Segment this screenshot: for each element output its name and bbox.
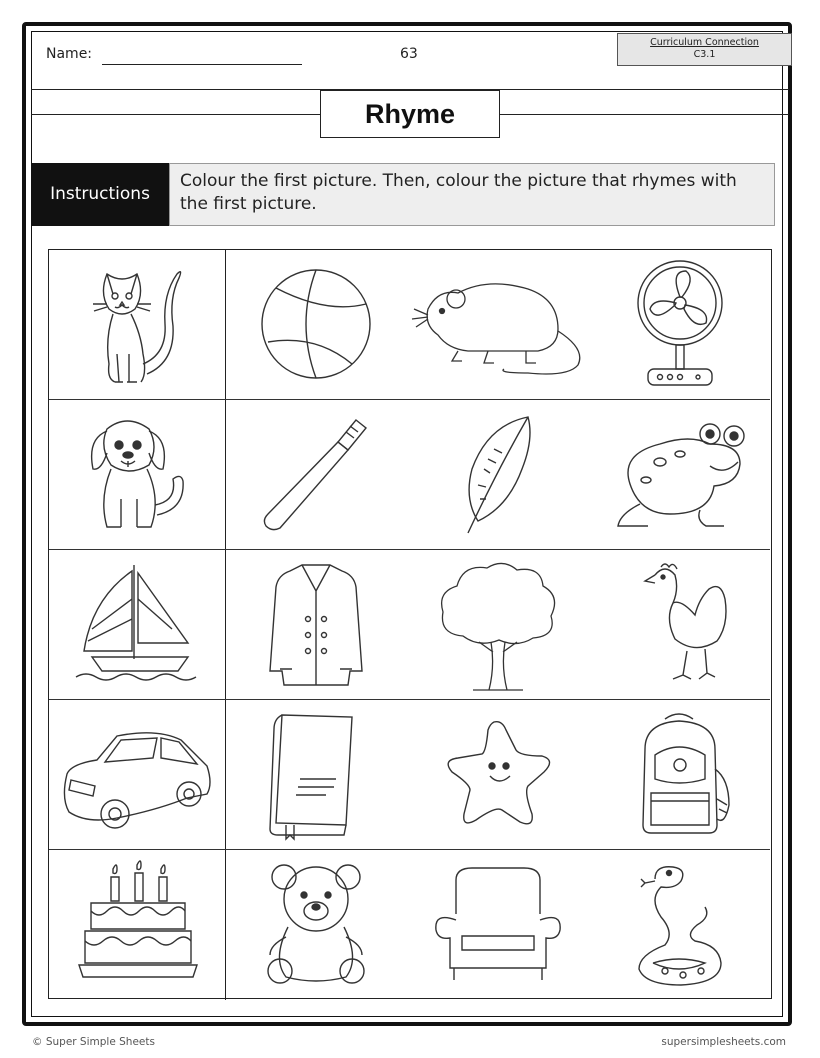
car-icon[interactable] — [49, 700, 225, 848]
table-row — [49, 700, 770, 850]
dog-icon[interactable] — [49, 400, 225, 548]
armchair-icon[interactable] — [407, 850, 589, 998]
ball-icon[interactable] — [225, 250, 407, 398]
website-link[interactable]: supersimplesheets.com — [661, 1036, 786, 1048]
name-label: Name: — [46, 46, 93, 62]
cat-icon[interactable] — [49, 250, 225, 398]
backpack-icon[interactable] — [589, 700, 770, 848]
instructions-label: Instructions — [31, 163, 169, 226]
table-row — [49, 850, 770, 1000]
cricket-bat-icon[interactable] — [225, 400, 407, 548]
cake-icon[interactable] — [49, 850, 225, 998]
star-icon[interactable] — [407, 700, 589, 848]
curriculum-code: C3.1 — [693, 49, 716, 60]
table-row — [49, 250, 770, 400]
book-icon[interactable] — [225, 700, 407, 848]
feather-icon[interactable] — [407, 400, 589, 548]
hen-icon[interactable] — [589, 550, 770, 698]
name-line[interactable] — [102, 64, 302, 65]
rhyme-grid — [48, 249, 772, 999]
page-title: Rhyme — [320, 90, 500, 138]
table-row — [49, 400, 770, 550]
page-number: 63 — [400, 46, 418, 62]
tree-icon[interactable] — [407, 550, 589, 698]
table-row — [49, 550, 770, 700]
sailboat-icon[interactable] — [49, 550, 225, 698]
snake-icon[interactable] — [589, 850, 770, 998]
copyright-text: © Super Simple Sheets — [32, 1036, 155, 1048]
curriculum-connection-box — [617, 33, 792, 66]
curriculum-title: Curriculum Connection — [650, 37, 759, 48]
instructions-text: Colour the first picture. Then, colour the picture that rhymes with the first picture. — [169, 163, 775, 226]
frog-icon[interactable] — [589, 400, 770, 548]
coat-icon[interactable] — [225, 550, 407, 698]
teddy-bear-icon[interactable] — [225, 850, 407, 998]
fan-icon[interactable] — [589, 250, 770, 398]
rat-icon[interactable] — [407, 250, 589, 398]
